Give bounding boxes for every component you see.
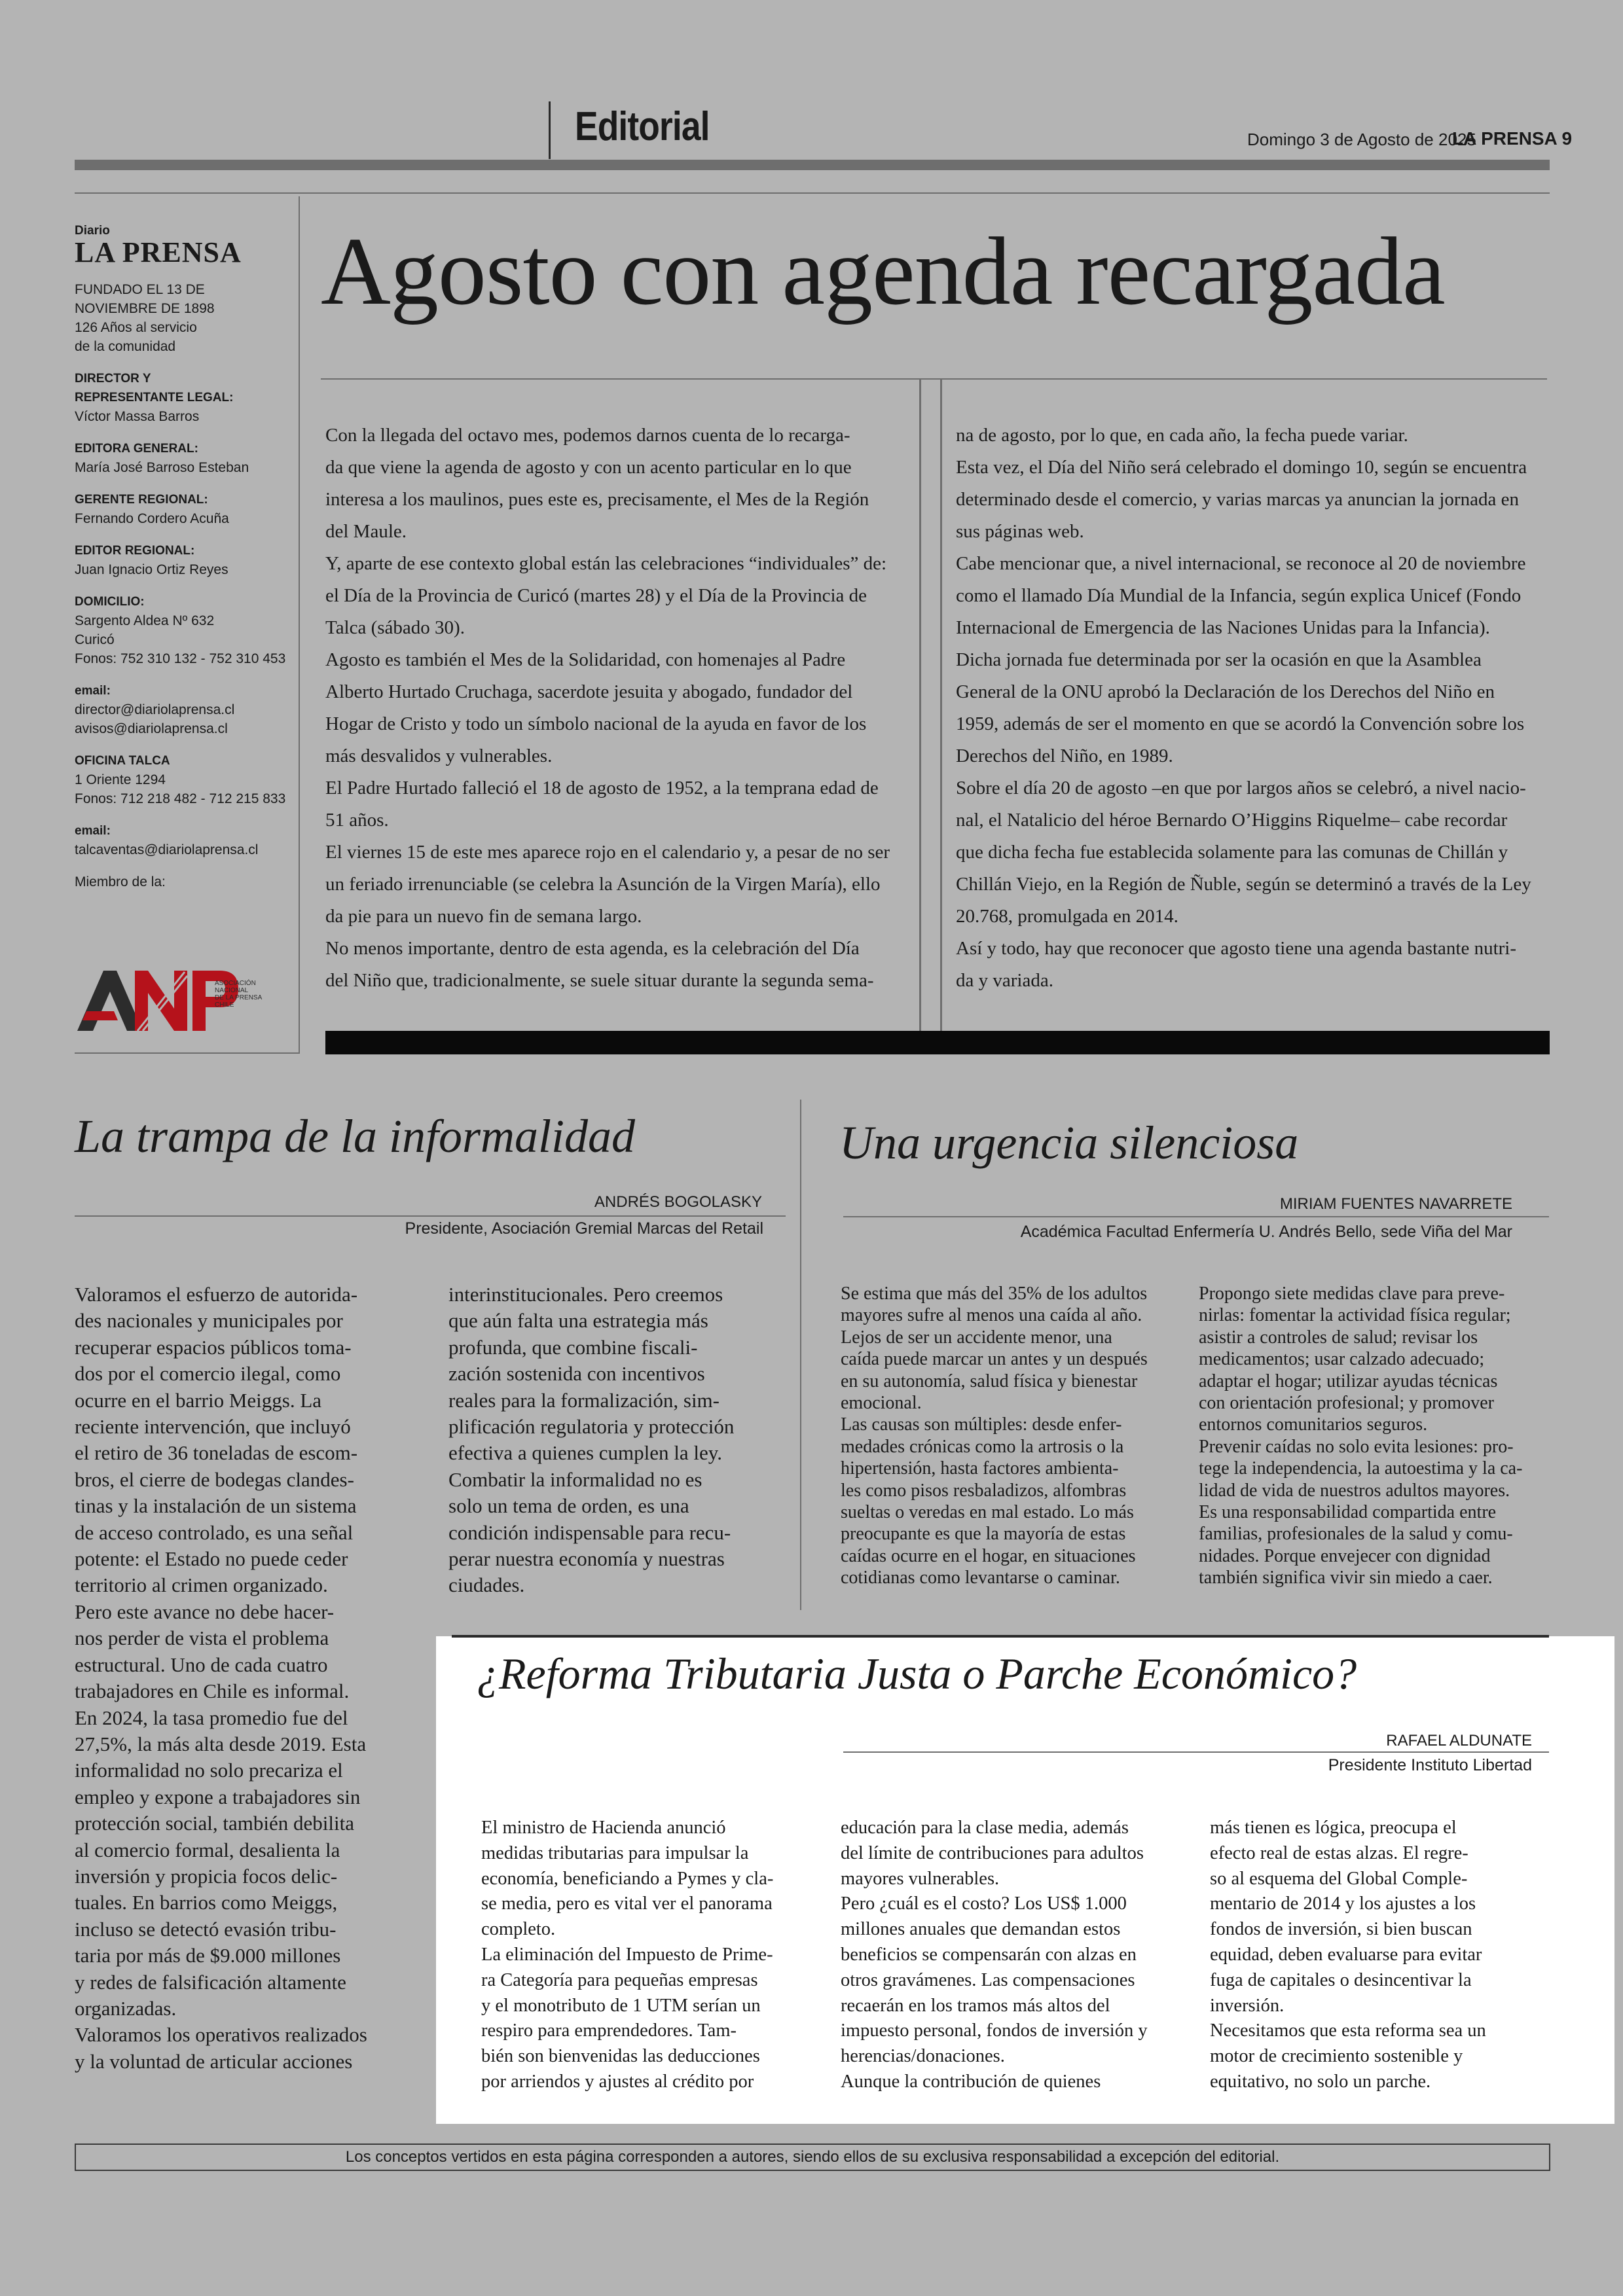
text-line: caída puede marcar un antes y un después (841, 1349, 1148, 1370)
text-line: del Niño que, tradicionalmente, se suele situar durante la segunda sema- (325, 970, 874, 991)
masthead-member: Miembro de la: (75, 874, 166, 889)
masthead-staff-entry (75, 439, 297, 477)
masthead-staff-value: Víctor Massa Barros (75, 409, 200, 424)
text-line: beneficios se compensarán con alzas en (841, 1944, 1137, 1965)
text-line: Aunque la contribución de quienes (841, 2071, 1101, 2092)
opinion-column (1199, 1283, 1549, 1589)
masthead-founded-line: de la comunidad (75, 339, 176, 354)
text-line: reales para la formalización, sim- (448, 1388, 720, 1412)
text-line: asistir a controles de salud; revisar los (1199, 1327, 1478, 1348)
text-line: Con la llegada del octavo mes, podemos darnos cuenta de lo recarga- (325, 425, 850, 446)
text-line: nirlas: fomentar la actividad física regular; (1199, 1305, 1511, 1326)
text-line: educación para la clase media, además (841, 1818, 1129, 1838)
text-line: El ministro de Hacienda anunció (481, 1818, 726, 1838)
anp-logo (75, 965, 271, 1037)
text-line: recaerán en los tramos más altos del (841, 1995, 1110, 2016)
text-line: empleo y expone a trabajadores sin (75, 1785, 361, 1808)
editorial-column-1 (325, 420, 911, 997)
text-line: No menos importante, dentro de esta agenda, es la celebración del Día (325, 938, 860, 959)
text-line: el retiro de 36 toneladas de escom- (75, 1441, 358, 1465)
text-line: nidades. Porque envejecer con dignidad (1199, 1545, 1491, 1566)
sidebar-rule (299, 196, 300, 1054)
text-line: emocional. (841, 1393, 922, 1414)
masthead-staff-value: María José Barroso Esteban (75, 460, 249, 475)
text-line: del Maule. (325, 521, 407, 542)
text-line: Propongo siete medidas clave para preve- (1199, 1283, 1505, 1304)
text-line: Pero este avance no debe hacer- (75, 1600, 335, 1623)
masthead-staff-value: Fonos: 712 218 482 - 712 215 833 (75, 791, 286, 806)
text-line: territorio al crimen organizado. (75, 1573, 328, 1597)
masthead-staff-entry (75, 751, 297, 808)
editorial-black-bar (325, 1031, 1550, 1054)
masthead-founded (75, 280, 297, 356)
text-line: Sobre el día 20 de agosto –en que por largos años se celebró, a nivel nacio- (956, 778, 1526, 798)
text-line: so al esquema del Global Comple- (1210, 1868, 1468, 1889)
masthead-name: LA PRENSA (75, 236, 242, 268)
text-line: Y, aparte de ese contexto global están las celebraciones “individuales” de: (325, 553, 887, 574)
text-line: Talca (sábado 30). (325, 617, 465, 638)
editorial-column-rule (940, 380, 942, 1031)
masthead-founded-line: FUNDADO EL 13 DE (75, 282, 205, 297)
masthead-staff-value: Fernando Cordero Acuña (75, 511, 229, 526)
text-line: y el monotributo de 1 UTM serían un (481, 1995, 761, 2016)
text-line: dos por el comercio ilegal, como (75, 1362, 341, 1386)
text-line: medades crónicas como la artrosis o la (841, 1436, 1124, 1457)
text-line: 20.768, promulgada en 2014. (956, 906, 1178, 927)
text-line: equidad, deben evaluarse para evitar (1210, 1944, 1482, 1965)
text-line: también significa vivir sin miedo a caer. (1199, 1568, 1493, 1588)
masthead-staff-label: GERENTE REGIONAL: (75, 493, 208, 507)
text-line: equitativo, no solo un parche. (1210, 2071, 1431, 2092)
text-line: Es una responsabilidad compartida entre (1199, 1502, 1497, 1523)
text-line: el Día de la Provincia de Curicó (martes 28) y el Día de la Provincia de (325, 585, 867, 606)
text-line: más tienen es lógica, preocupa el (1210, 1818, 1457, 1838)
reform-top-rule (452, 1635, 1549, 1638)
text-line: interinstitucionales. Pero creemos (448, 1283, 723, 1306)
opinion-column (1210, 1816, 1550, 2095)
text-line: fondos de inversión, si bien buscan (1210, 1919, 1472, 1940)
text-line: ciudades. (448, 1573, 525, 1597)
sidebar-bottom-rule (75, 1052, 300, 1054)
masthead-staff-value: Sargento Aldea Nº 632 (75, 613, 215, 628)
masthead-staff-entry (75, 369, 297, 426)
text-line: adaptar el hogar; utilizar ayudas técnicas (1199, 1371, 1498, 1391)
text-line: profunda, que combine fiscali- (448, 1335, 698, 1359)
text-line: fuga de capitales o desincentivar la (1210, 1969, 1472, 1990)
masthead-staff-value: talcaventas@diariolaprensa.cl (75, 842, 259, 857)
text-line: protección social, también debilita (75, 1812, 354, 1835)
text-line: que dicha fecha fue establecida solamente para las comunas de Chillán y (956, 842, 1508, 863)
masthead-staff-label: REPRESENTANTE LEGAL: (75, 391, 234, 404)
masthead-founded-line: NOVIEMBRE DE 1898 (75, 301, 215, 316)
text-line: efectiva a quienes cumplen la ley. (448, 1441, 723, 1465)
text-line: Chillán Viejo, en la Región de Ñuble, según se determinó a través de la Ley (956, 874, 1531, 895)
text-line: sueltas o veredas en mal estado. Lo más (841, 1502, 1134, 1523)
editorial-rule (321, 378, 1547, 380)
text-line: con orientación profesional; y promover (1199, 1393, 1494, 1414)
text-line: da que viene la agenda de agosto y con un acento particular en lo que (325, 457, 852, 478)
text-line: ra Categoría para pequeñas empresas (481, 1969, 758, 1990)
text-line: 27,5%, la más alta desde 2019. Esta (75, 1732, 367, 1755)
masthead-staff-value: Curicó (75, 632, 115, 647)
text-line: impuesto personal, fondos de inversión y (841, 2020, 1148, 2041)
text-line: El Padre Hurtado falleció el 18 de agosto de 1952, a la temprana edad de (325, 778, 879, 798)
opinion-author: RAFAEL ALDUNATE (1386, 1732, 1532, 1749)
text-line: como el llamado Día Mundial de la Infancia, según explica Unicef (Fondo (956, 585, 1522, 606)
text-line: tinas y la instalación de un sistema (75, 1494, 357, 1518)
text-line: inversión. (1210, 1995, 1285, 2016)
text-line: herencias/donaciones. (841, 2046, 1005, 2067)
masthead-staff-label: EDITORA GENERAL: (75, 442, 198, 456)
text-line: Esta vez, el Día del Niño será celebrado el domingo 10, según se encuentra (956, 457, 1527, 478)
opinion-column (448, 1282, 789, 1599)
opinion-title: ¿Reforma Tributaria Justa o Parche Económico? (477, 1649, 1357, 1698)
masthead-staff-label: OFICINA TALCA (75, 754, 170, 768)
opinion-column (841, 1816, 1197, 2095)
text-line: plificación regulatoria y protección (448, 1415, 735, 1439)
text-line: Combatir la informalidad no es (448, 1467, 702, 1491)
text-line: ocurre en el barrio Meiggs. La (75, 1388, 322, 1412)
opinion-column (75, 1282, 422, 2075)
text-line: Valoramos el esfuerzo de autorida- (75, 1283, 358, 1306)
text-line: taria por más de $9.000 millones (75, 1944, 341, 1967)
text-line: motor de crecimiento sostenible y (1210, 2046, 1463, 2067)
text-line: determinado desde el comercio, y varias marcas ya anuncian la jornada en (956, 489, 1519, 510)
text-line: des nacionales y municipales por (75, 1309, 343, 1333)
text-line: nal, el Natalicio del héroe Bernardo O’Higgins Riquelme– cabe recordar (956, 810, 1508, 831)
text-line: mayores sufre al menos una caída al año. (841, 1305, 1142, 1326)
text-line: inversión y propicia focos delic- (75, 1864, 338, 1888)
text-line: da y variada. (956, 970, 1053, 991)
text-line: y la voluntad de articular acciones (75, 2049, 353, 2073)
text-line: bién son bienvenidas las deducciones (481, 2046, 760, 2067)
text-line: La eliminación del Impuesto de Prime- (481, 1944, 773, 1965)
text-line: que aún falta una estrategia más (448, 1309, 708, 1333)
text-line: preocupante es que la mayoría de estas (841, 1524, 1126, 1545)
masthead-staff-label: EDITOR REGIONAL: (75, 544, 195, 558)
text-line: completo. (481, 1919, 556, 1940)
text-line: se media, pero es vital ver el panorama (481, 1893, 773, 1914)
text-line: entornos comunitarios seguros. (1199, 1414, 1428, 1435)
header-thin-rule (75, 192, 1550, 194)
masthead-founded-line: 126 Años al servicio (75, 320, 197, 335)
header-divider (549, 101, 551, 159)
text-line: Valoramos los operativos realizados (75, 2023, 367, 2047)
masthead-staff-label: email: (75, 684, 111, 698)
text-line: más desvalidos y vulnerables. (325, 745, 553, 766)
text-line: del límite de contribuciones para adultos (841, 1842, 1144, 1863)
header-date: Domingo 3 de Agosto de 2025 (1247, 130, 1476, 149)
opinion-rule (75, 1215, 786, 1217)
footer-disclaimer: Los conceptos vertidos en esta página corresponden a autores, siendo ellos de su exclusiva responsabilidad a excepción del editorial. (75, 2144, 1550, 2171)
text-line: mentario de 2014 y los ajustes a los (1210, 1893, 1476, 1914)
text-line: tege la independencia, la autoestima y la ca- (1199, 1458, 1523, 1479)
text-line: de acceso controlado, es una señal (75, 1520, 354, 1544)
masthead-staff-value: avisos@diariolaprensa.cl (75, 721, 228, 736)
opinion-rule (843, 1751, 1549, 1753)
opinion-author: MIRIAM FUENTES NAVARRETE (1279, 1195, 1512, 1213)
text-line: potente: el Estado no puede ceder (75, 1547, 348, 1571)
opinion-rule (843, 1216, 1549, 1217)
text-line: Agosto es también el Mes de la Solidaridad, con homenajes al Padre (325, 649, 846, 670)
masthead-staff (75, 369, 297, 859)
text-line: Así y todo, hay que reconocer que agosto tiene una agenda bastante nutri- (956, 938, 1517, 959)
text-line: medicamentos; usar calzado adecuado; (1199, 1349, 1485, 1370)
text-line: y redes de falsificación altamente (75, 1970, 346, 1994)
editorial-headline: Agosto con agenda recargada (321, 218, 1445, 325)
text-line: El viernes 15 de este mes aparece rojo en el calendario y, a pesar de no ser (325, 842, 890, 863)
text-line: recuperar espacios públicos toma- (75, 1335, 352, 1359)
text-line: sus páginas web. (956, 521, 1084, 542)
text-line: por arriendos y ajustes al crédito por (481, 2071, 754, 2092)
opinion-author: ANDRÉS BOGOLASKY (594, 1193, 762, 1211)
text-line: En 2024, la tasa promedio fue del (75, 1706, 348, 1729)
masthead-staff-entry (75, 592, 297, 668)
text-line: Alberto Hurtado Cruchaga, sacerdote jesuita y abogado, fundador del (325, 681, 853, 702)
opinion-title: La trampa de la informalidad (75, 1110, 636, 1162)
opinion-title: Una urgencia silenciosa (839, 1117, 1299, 1169)
text-line: lidad de vida de nuestros adultos mayores. (1199, 1480, 1510, 1501)
text-line: Dicha jornada fue determinada por ser la ocasión en que la Asamblea (956, 649, 1482, 670)
text-line: efecto real de estas alzas. El regre- (1210, 1842, 1468, 1863)
section-title: Editorial (575, 104, 710, 149)
anp-subtitle-line: DE LA PRENSA (215, 994, 263, 1001)
text-line: en su autonomía, salud física y bienestar (841, 1371, 1138, 1391)
text-line: informalidad no solo precariza el (75, 1759, 343, 1782)
masthead-staff-value: Juan Ignacio Ortiz Reyes (75, 562, 228, 577)
masthead-staff-value: 1 Oriente 1294 (75, 772, 166, 787)
text-line: 1959, además de ser el momento en que se acordó la Convención sobre los (956, 713, 1525, 734)
text-line: organizadas. (75, 1996, 177, 2020)
text-line: bros, el cierre de bodegas clandes- (75, 1467, 354, 1491)
text-line: Las causas son múltiples: desde enfer- (841, 1414, 1122, 1435)
text-line: tuales. En barrios como Meiggs, (75, 1891, 338, 1914)
text-line: hipertensión, hasta factores ambienta- (841, 1458, 1119, 1479)
opinion-author-role: Académica Facultad Enfermería U. Andrés Bello, sede Viña del Mar (1020, 1223, 1512, 1241)
masthead-staff-entry (75, 541, 297, 579)
text-line: Se estima que más del 35% de los adultos (841, 1283, 1148, 1304)
text-line: millones anuales que demandan estos (841, 1919, 1121, 1940)
text-line: respiro para emprendedores. Tam- (481, 2020, 737, 2041)
opinion-author-role: Presidente Instituto Libertad (1328, 1756, 1532, 1774)
opinion-column (841, 1283, 1188, 1589)
text-line: economía, beneficiando a Pymes y cla- (481, 1868, 774, 1889)
header-bar (75, 160, 1550, 170)
masthead-staff-entry (75, 490, 297, 528)
text-line: Pero ¿cuál es el costo? Los US$ 1.000 (841, 1893, 1127, 1914)
masthead-sidebar (75, 196, 297, 1054)
text-line: caídas ocurre en el hogar, en situaciones (841, 1545, 1136, 1566)
text-line: estructural. Uno de cada cuatro (75, 1653, 328, 1676)
text-line: da pie para un nuevo fin de semana largo. (325, 906, 642, 927)
text-line: familias, profesionales de la salud y comu- (1199, 1524, 1513, 1545)
text-line: nos perder de vista el problema (75, 1626, 329, 1650)
text-line: solo un tema de orden, es una (448, 1494, 689, 1518)
masthead-staff-entry (75, 681, 297, 738)
text-line: Derechos del Niño, en 1989. (956, 745, 1173, 766)
text-line: Lejos de ser un accidente menor, una (841, 1327, 1112, 1348)
masthead-diario: Diario (75, 224, 110, 238)
text-line: mayores vulnerables. (841, 1868, 1000, 1889)
opinion-middle-rule (800, 1100, 801, 1610)
text-line: trabajadores en Chile es informal. (75, 1679, 350, 1703)
text-line: Prevenir caídas no solo evita lesiones: pro- (1199, 1436, 1514, 1457)
masthead-staff-label: DIRECTOR Y (75, 372, 151, 386)
text-line: Internacional de Emergencia de las Naciones Unidas para la Infancia). (956, 617, 1490, 638)
text-line: medidas tributarias para impulsar la (481, 1842, 749, 1863)
text-line: Necesitamos que esta reforma sea un (1210, 2020, 1486, 2041)
opinion-column (481, 1816, 828, 2095)
text-line: condición indispensable para recu- (448, 1520, 731, 1544)
text-line: interesa a los maulinos, pues este es, precisamente, el Mes de la Región (325, 489, 869, 510)
text-line: perar nuestra economía y nuestras (448, 1547, 725, 1571)
text-line: reciente intervención, que incluyó (75, 1415, 351, 1439)
masthead-staff-value: director@diariolaprensa.cl (75, 702, 235, 717)
anp-subtitle-line: ASOCIACIÓN (215, 980, 256, 987)
text-line: les como pisos resbaladizos, alfombras (841, 1480, 1127, 1501)
text-line: 51 años. (325, 810, 389, 831)
text-line: cotidianas como levantarse o caminar. (841, 1568, 1120, 1588)
editorial-column-rule (919, 380, 921, 1031)
masthead-staff-value: Fonos: 752 310 132 - 752 310 453 (75, 651, 286, 666)
header-paper-page: LA PRENSA 9 (1452, 128, 1573, 149)
text-line: Hogar de Cristo y todo un símbolo nacional de la ayuda en favor de los (325, 713, 867, 734)
text-line: incluso se detectó evasión tribu- (75, 1917, 337, 1941)
text-line: zación sostenida con incentivos (448, 1362, 705, 1386)
editorial-column-2 (956, 420, 1545, 997)
text-line: Cabe mencionar que, a nivel internacional, se reconoce al 20 de noviembre (956, 553, 1526, 574)
text-line: General de la ONU aprobó la Declaración de los Derechos del Niño en (956, 681, 1495, 702)
masthead-staff-entry (75, 821, 297, 859)
text-line: na de agosto, por lo que, en cada año, la fecha puede variar. (956, 425, 1408, 446)
masthead-staff-label: DOMICILIO: (75, 595, 145, 609)
opinion-author-role: Presidente, Asociación Gremial Marcas del Retail (405, 1219, 763, 1238)
masthead-staff-label: email: (75, 824, 111, 838)
anp-subtitle-line: CHILE (215, 1001, 234, 1009)
anp-subtitle-line: NACIONAL (215, 987, 249, 994)
text-line: otros gravámenes. Las compensaciones (841, 1969, 1135, 1990)
text-line: al comercio formal, desalienta la (75, 1838, 340, 1861)
text-line: un feriado irrenunciable (se celebra la Asunción de la Virgen María), ello (325, 874, 881, 895)
